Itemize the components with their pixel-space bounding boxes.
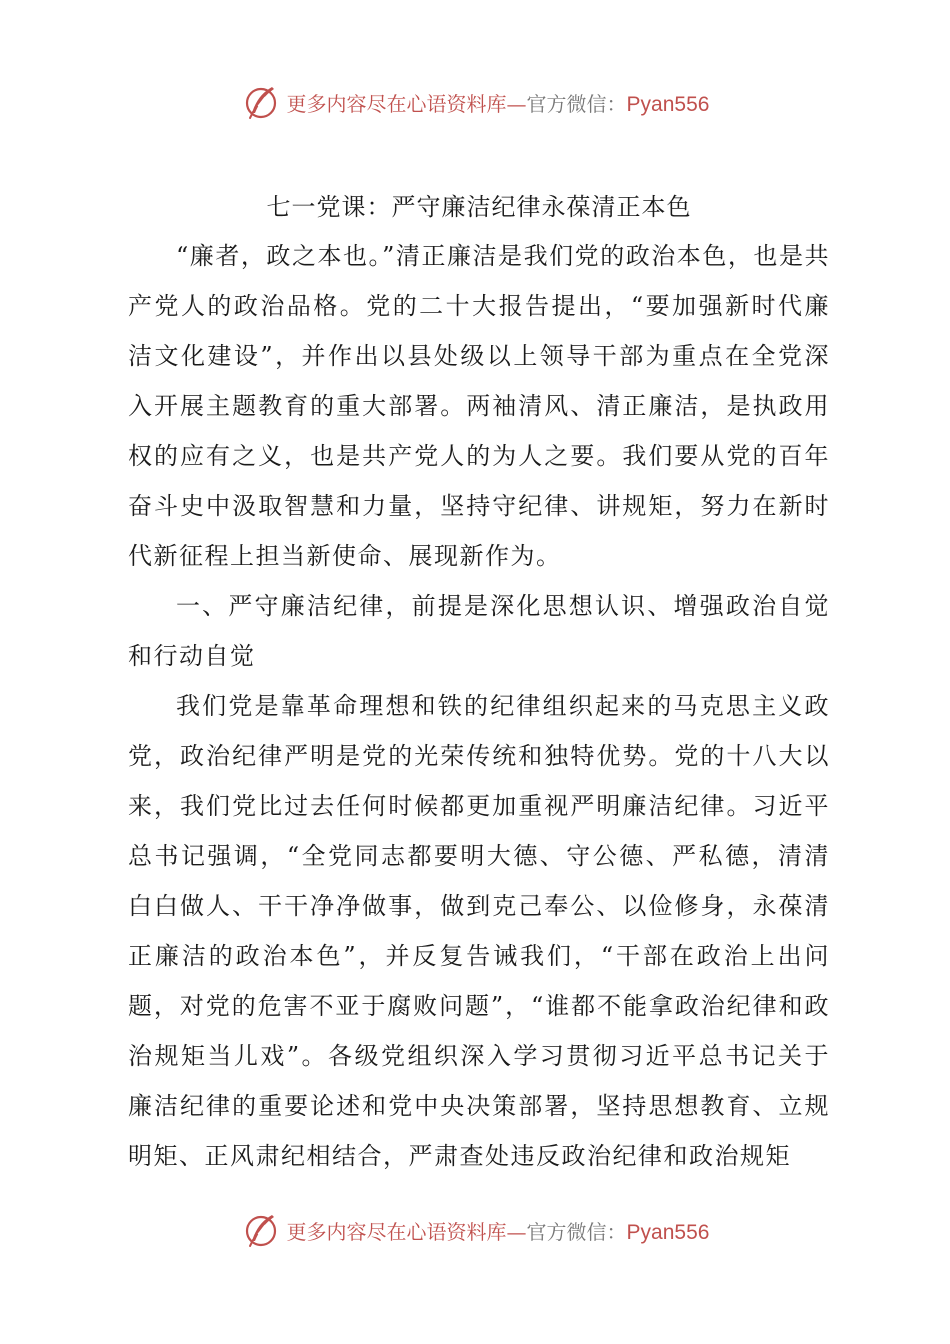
footer-banner [0, 1208, 950, 1252]
wechat-id: Pyan556 [626, 92, 710, 116]
quill-pen-icon [241, 82, 281, 122]
wechat-label: 官方微信： [526, 91, 627, 116]
wechat-id: Pyan556 [626, 1220, 710, 1244]
banner-slogan: 更多内容尽在心语资料库— [286, 91, 527, 116]
wechat-label: 官方微信： [526, 1219, 627, 1244]
banner-text [287, 1216, 710, 1245]
banner-slogan: 更多内容尽在心语资料库— [286, 1219, 527, 1244]
document-title: 七一党课：严守廉洁纪律永葆清正本色 [266, 193, 692, 221]
paragraph-intro: “廉者，政之本也。”清正廉洁是我们党的政治本色，也是共产党人的政治品格。党的二十大报告提出，“要加强新时代廉洁文化建设”，并作出以县处级以上领导干部为重点在全党深入开展主题教育的重大部署。两袖清风、清正廉洁，是执政用权的应有之义，也是共产党人的为人之要。我们要从党的百年奋斗史中汲取智慧和力量，坚持守纪律、讲规矩，努力在新时代新征程上担当新使命、展现新作为。 [128, 242, 830, 570]
paragraph-section-1: 我们党是靠革命理想和铁的纪律组织起来的马克思主义政党，政治纪律严明是党的光荣传统和独特优势。党的十八大以来，我们党比过去任何时候都更加重视严明廉洁纪律。习近平总书记强调，“全党同志都要明大德、守公德、严私德，清清白白做人、干干净净做事，做到克己奉公、以俭修身，永葆清正廉洁的政治本色”，并反复告诫我们，“干部在政治上出问题，对党的危害不亚于腐败问题”，“谁都不能拿政治纪律和政治规矩当儿戏”。各级党组织深入学习贯彻习近平总书记关于廉洁纪律的重要论述和党中央决策部署，坚持思想教育、立规明矩、正风肃纪相结合，严肃查处违反政治纪律和政治规矩 [128, 692, 830, 1170]
banner-text [287, 88, 710, 117]
document-body [128, 183, 830, 1181]
quill-pen-icon [241, 1210, 281, 1250]
section-heading-1: 一、严守廉洁纪律，前提是深化思想认识、增强政治自觉和行动自觉 [128, 592, 830, 670]
header-banner [0, 80, 950, 124]
